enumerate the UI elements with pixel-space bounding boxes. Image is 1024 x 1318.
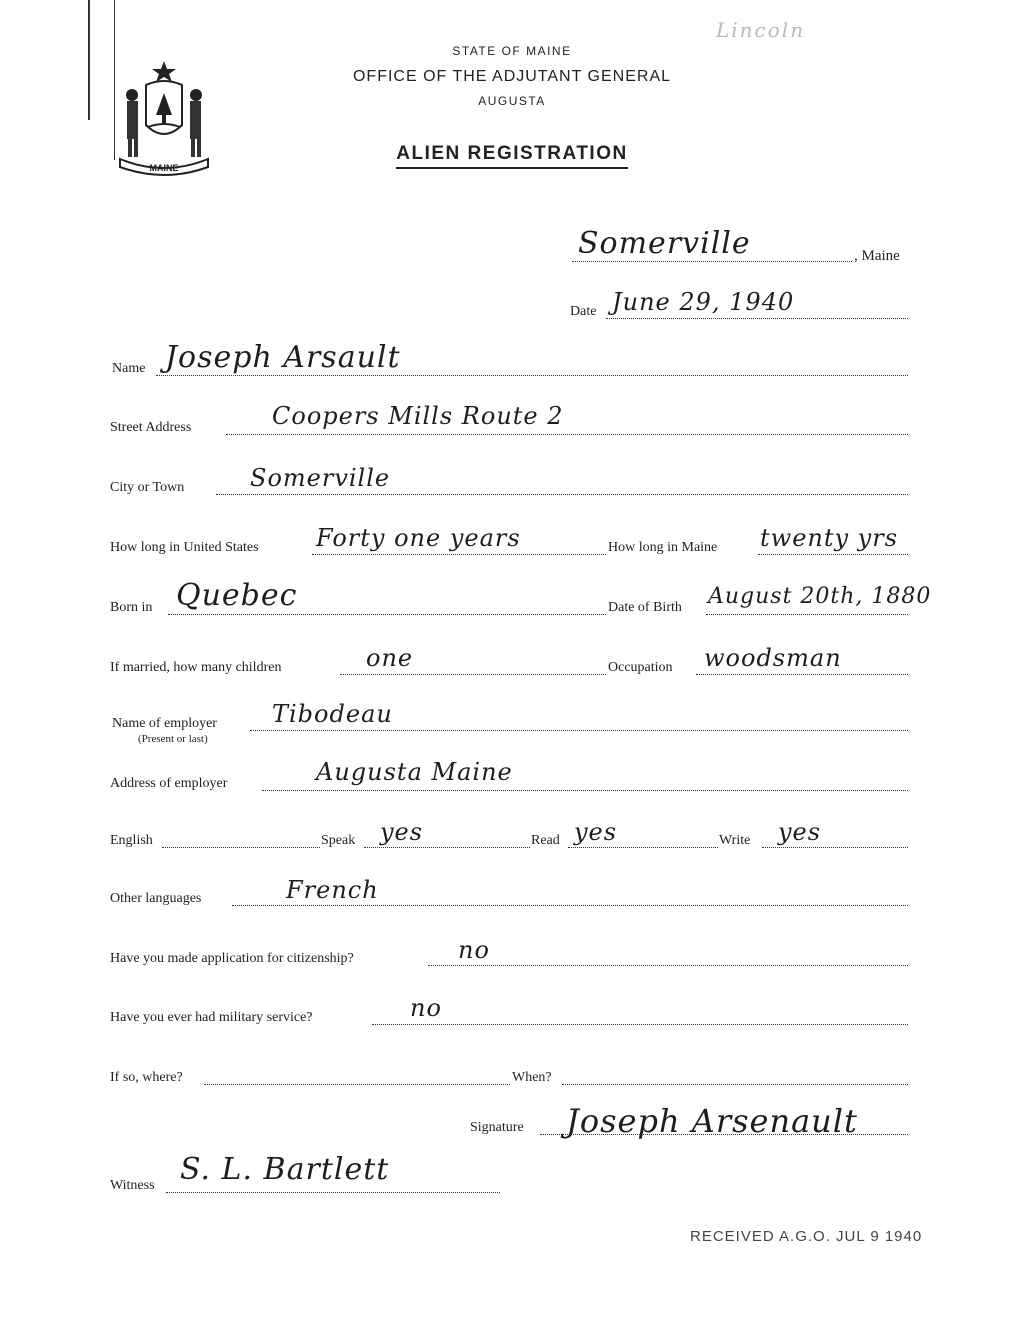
speak-value: yes — [380, 818, 424, 846]
occupation-value: woodsman — [704, 644, 842, 672]
occupation-line — [696, 674, 908, 675]
children-value: one — [366, 644, 414, 672]
maine-value: twenty yrs — [760, 524, 899, 552]
children-label: If married, how many children — [110, 660, 282, 675]
english-label: English — [110, 833, 153, 848]
witness-label: Witness — [110, 1178, 155, 1193]
when-label: When? — [512, 1070, 552, 1085]
occupation-label: Occupation — [608, 660, 673, 675]
street-label: Street Address — [110, 420, 192, 435]
location-line — [572, 261, 852, 262]
read-label: Read — [531, 833, 560, 848]
city-value: Somerville — [250, 464, 391, 492]
military-label: Have you ever had military service? — [110, 1010, 313, 1025]
maine-label: How long in Maine — [608, 540, 718, 555]
us-label: How long in United States — [110, 540, 259, 555]
emp-addr-value: Augusta Maine — [316, 758, 513, 786]
dob-line — [706, 614, 908, 615]
where-line — [204, 1084, 510, 1085]
emp-addr-line — [262, 790, 908, 791]
witness-value: S. L. Bartlett — [180, 1152, 390, 1187]
pencil-annotation: Lincoln — [716, 18, 806, 42]
speak-line — [364, 847, 530, 848]
name-value: Joseph Arsault — [165, 340, 401, 375]
city-heading: AUGUSTA — [478, 94, 546, 108]
read-value: yes — [574, 818, 618, 846]
date-label: Date — [570, 304, 597, 319]
write-line — [762, 847, 908, 848]
military-value: no — [410, 994, 442, 1022]
date-line — [606, 318, 908, 319]
us-line — [312, 554, 606, 555]
read-line — [568, 847, 718, 848]
street-line — [226, 434, 908, 435]
when-line — [562, 1084, 908, 1085]
citizenship-label: Have you made application for citizenship? — [110, 951, 354, 966]
employer-sublabel: (Present or last) — [138, 733, 208, 745]
english-line — [162, 847, 320, 848]
us-value: Forty one years — [316, 524, 521, 552]
date-value: June 29, 1940 — [612, 288, 795, 316]
received-stamp: RECEIVED A.G.O. JUL 9 1940 — [690, 1228, 923, 1245]
city-line — [216, 494, 908, 495]
city-label: City or Town — [110, 480, 185, 495]
where-label: If so, where? — [110, 1070, 183, 1085]
emp-addr-label: Address of employer — [110, 776, 228, 791]
form-title-text: ALIEN REGISTRATION — [396, 143, 627, 169]
born-line — [168, 614, 606, 615]
dob-value: August 20th, 1880 — [708, 584, 932, 609]
born-value: Quebec — [176, 578, 298, 613]
office-heading: OFFICE OF THE ADJUTANT GENERAL — [352, 68, 672, 85]
other-lang-value: French — [286, 876, 379, 904]
signature-value: Joseph Arsenault — [566, 1102, 858, 1140]
location-value: Somerville — [578, 226, 751, 261]
citizenship-line — [428, 965, 908, 966]
witness-line — [166, 1192, 500, 1193]
seal-label: MAINE — [149, 163, 179, 173]
employer-label: Name of employer — [112, 716, 217, 731]
employer-value: Tibodeau — [272, 700, 393, 728]
other-lang-label: Other languages — [110, 891, 202, 906]
street-value: Coopers Mills Route 2 — [272, 402, 564, 430]
location-suffix: , Maine — [854, 248, 900, 264]
military-line — [372, 1024, 908, 1025]
state-heading: STATE OF MAINE — [452, 44, 572, 58]
name-label: Name — [112, 361, 146, 376]
employer-line — [250, 730, 908, 731]
dob-label: Date of Birth — [608, 600, 682, 615]
born-label: Born in — [110, 600, 153, 615]
write-value: yes — [778, 818, 822, 846]
speak-label: Speak — [321, 833, 356, 848]
signature-label: Signature — [470, 1120, 524, 1135]
name-line — [156, 375, 908, 376]
form-title — [0, 143, 1024, 165]
children-line — [340, 674, 606, 675]
other-lang-line — [232, 905, 908, 906]
maine-line — [758, 554, 908, 555]
citizenship-value: no — [458, 936, 490, 964]
write-label: Write — [719, 833, 751, 848]
